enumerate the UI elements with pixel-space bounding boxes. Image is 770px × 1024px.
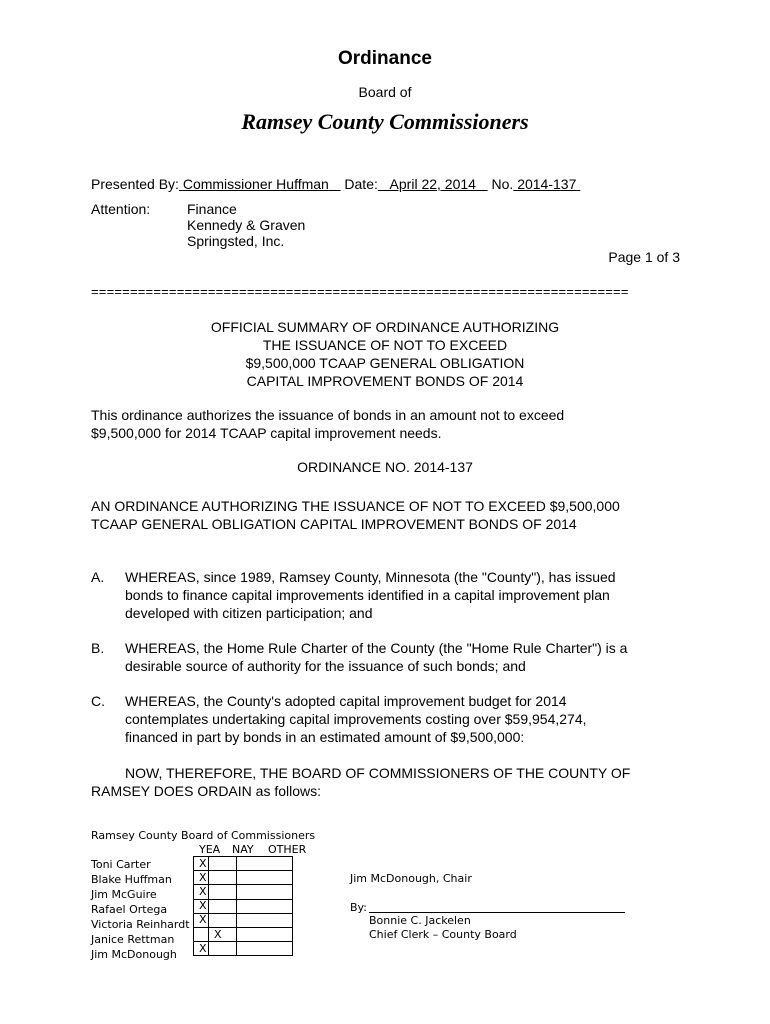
- now-therefore: [91, 764, 630, 800]
- table-row: [194, 885, 293, 899]
- clause-line: contemplates undertaking capital improvements costing over $59,954,274,: [125, 711, 587, 727]
- clerk-name: Bonnie C. Jackelen: [369, 914, 471, 927]
- whereas-clause-c: [125, 692, 587, 746]
- other-cell: [237, 942, 293, 956]
- now-therefore-line: RAMSEY DOES ORDAIN as follows:: [91, 783, 322, 799]
- table-row: [194, 942, 293, 956]
- whereas-letter-a: A.: [91, 569, 105, 585]
- other-cell: [237, 913, 293, 927]
- clause-line: WHEREAS, since 1989, Ramsey County, Minnesota (the "County"), has issued: [125, 569, 616, 585]
- ordinance-title-line: AN ORDINANCE AUTHORIZING THE ISSUANCE OF NOT TO EXCEED $9,500,000: [91, 498, 620, 514]
- other-cell: [237, 899, 293, 913]
- description-line: $9,500,000 for 2014 TCAAP capital improvement needs.: [91, 425, 442, 441]
- clerk-title: Chief Clerk – County Board: [369, 928, 517, 941]
- other-cell: [237, 885, 293, 899]
- description-line: This ordinance authorizes the issuance of bonds in an amount not to exceed: [91, 407, 565, 423]
- yea-cell: [194, 927, 209, 941]
- date-label: Date:: [344, 176, 378, 192]
- vote-col-other: OTHER: [268, 843, 307, 856]
- yea-cell: X: [194, 942, 209, 956]
- ordinance-title: [91, 497, 620, 533]
- other-cell: [237, 871, 293, 885]
- other-cell: [237, 927, 293, 941]
- nay-cell: [209, 913, 237, 927]
- nay-cell: [209, 885, 237, 899]
- nay-cell: [209, 899, 237, 913]
- table-row: [194, 913, 293, 927]
- attention-line: Springsted, Inc.: [187, 233, 285, 249]
- yea-cell: X: [194, 857, 209, 871]
- nay-cell: X: [209, 927, 237, 941]
- now-therefore-line: NOW, THEREFORE, THE BOARD OF COMMISSIONERS OF THE COUNTY OF: [125, 765, 631, 781]
- summary-line: CAPITAL IMPROVEMENT BONDS OF 2014: [246, 373, 524, 389]
- attention-line: Kennedy & Graven: [187, 217, 306, 233]
- presented-line: [91, 176, 580, 192]
- presented-by-label: Presented By:: [91, 176, 179, 192]
- document-title: Ordinance: [338, 48, 432, 69]
- chair-signature: Jim McDonough, Chair: [350, 872, 472, 885]
- whereas-clause-b: [125, 639, 627, 675]
- number-label: No.: [491, 176, 514, 192]
- vote-col-yea: YEA: [199, 843, 221, 856]
- number-value: 2014-137: [517, 176, 577, 192]
- whereas-letter-c: C.: [91, 693, 105, 709]
- clause-line: financed in part by bonds in an estimated amount of $9,500,000:: [125, 729, 525, 745]
- date-value: April 22, 2014: [389, 176, 476, 192]
- ordinance-number: ORDINANCE NO. 2014-137: [297, 459, 473, 475]
- attention-line: Finance: [187, 201, 237, 217]
- presented-by-value: Commissioner Huffman: [182, 176, 329, 192]
- commissioner-name: Blake Huffman: [91, 873, 172, 886]
- summary-line: $9,500,000 TCAAP GENERAL OBLIGATION: [245, 355, 525, 371]
- table-row: [194, 927, 293, 941]
- summary-heading: [0, 318, 770, 390]
- clause-line: WHEREAS, the Home Rule Charter of the County (the "Home Rule Charter") is a: [125, 640, 628, 656]
- commissioner-name: Janice Rettman: [91, 933, 175, 946]
- other-cell: [237, 857, 293, 871]
- clause-line: desirable source of authority for the issuance of such bonds; and: [125, 658, 526, 674]
- signature-line: [369, 912, 625, 913]
- nay-cell: [209, 857, 237, 871]
- board-of-label: Board of: [358, 84, 412, 100]
- clerk-by-label: By:: [350, 901, 367, 914]
- clause-line: bonds to finance capital improvements identified in a capital improvement plan: [125, 587, 610, 603]
- yea-cell: X: [194, 885, 209, 899]
- vote-names: [91, 857, 190, 962]
- yea-cell: X: [194, 913, 209, 927]
- summary-line: THE ISSUANCE OF NOT TO EXCEED: [262, 337, 508, 353]
- summary-line: OFFICIAL SUMMARY OF ORDINANCE AUTHORIZING: [210, 319, 560, 335]
- clause-line: developed with citizen participation; and: [125, 605, 373, 621]
- attention-list: [187, 201, 305, 249]
- table-row: [194, 871, 293, 885]
- yea-cell: X: [194, 899, 209, 913]
- divider: =====================================================================: [91, 284, 629, 299]
- ordinance-title-line: TCAAP GENERAL OBLIGATION CAPITAL IMPROVEMENT BONDS OF 2014: [91, 516, 577, 532]
- county-name: Ramsey County Commissioners: [241, 109, 529, 134]
- whereas-clause-a: [125, 568, 616, 622]
- yea-cell: X: [194, 871, 209, 885]
- vote-col-nay: NAY: [232, 843, 254, 856]
- commissioner-name: Jim McGuire: [91, 888, 157, 901]
- nay-cell: [209, 942, 237, 956]
- vote-table: [193, 856, 293, 956]
- table-row: [194, 857, 293, 871]
- commissioner-name: Jim McDonough: [91, 948, 177, 961]
- attention-label: Attention:: [91, 201, 151, 217]
- nay-cell: [209, 871, 237, 885]
- commissioner-name: Victoria Reinhardt: [91, 918, 190, 931]
- table-row: [194, 899, 293, 913]
- commissioner-name: Rafael Ortega: [91, 903, 168, 916]
- clause-line: WHEREAS, the County's adopted capital improvement budget for 2014: [125, 693, 567, 709]
- page-number: Page 1 of 3: [608, 249, 680, 265]
- commissioner-name: Toni Carter: [91, 858, 151, 871]
- whereas-letter-b: B.: [91, 640, 105, 656]
- vote-heading: Ramsey County Board of Commissioners: [91, 829, 316, 842]
- summary-description: [91, 406, 564, 442]
